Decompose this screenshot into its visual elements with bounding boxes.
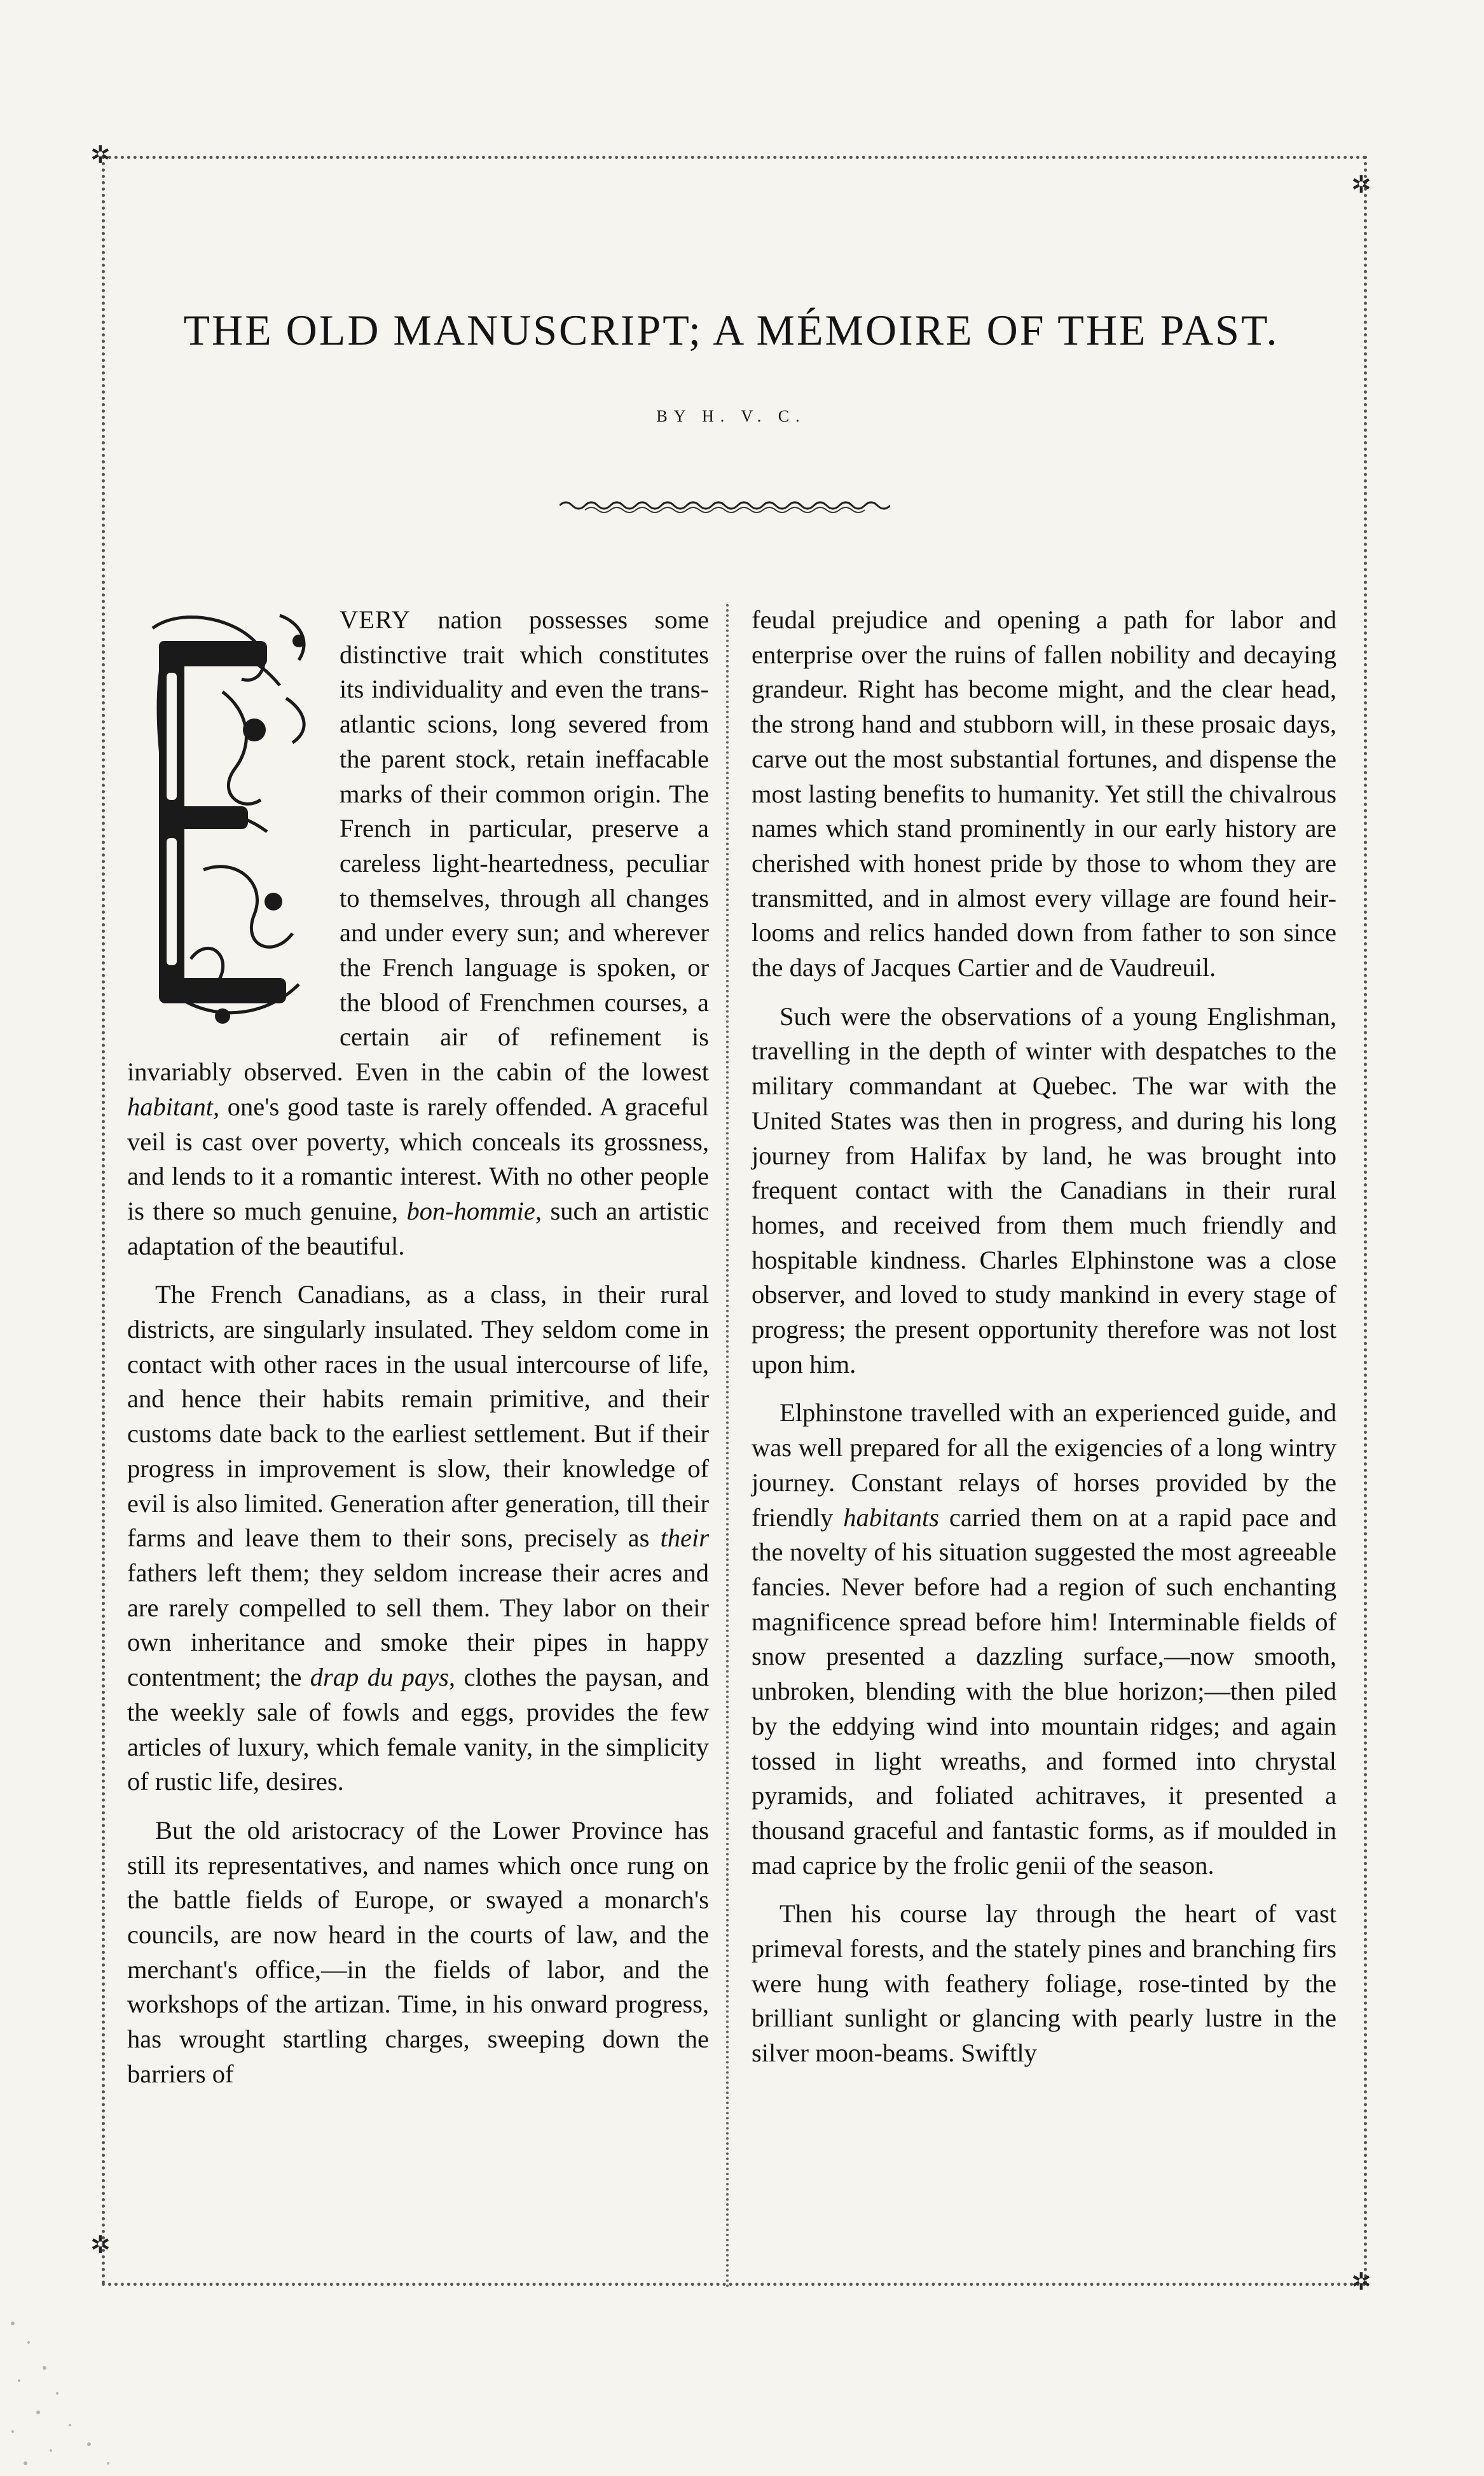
text-run: one's good taste is rarely offended. A graceful veil is cast over poverty, which conceals its grossness, and lends to it a romantic interest. With no other people is there so much genuine, bbox=[127, 1092, 709, 1225]
text-run: clothes the paysan, and the weekly sale of fowls and eggs, provides the few articles of luxury, which female vanity, in the simplicity of rustic life, desires. bbox=[127, 1663, 709, 1796]
corner-ornament-icon: ✲ bbox=[90, 142, 111, 169]
italic-text: drap du pays, bbox=[310, 1663, 456, 1692]
text-run: nation possesses some distinctive trait which constitutes its individuality and even the trans-atlantic scions, long severed from the parent stock, retain ineffacable marks of their common origin. The French in particular, preserve a careless light-heartedness, peculiar to themselves, through all changes and under every sun; and wherever the French language is spoken, or the blood of Frenchmen courses, a certain air of refinement is invariably observed. Even in the cabin of the lowest bbox=[127, 605, 709, 1087]
paragraph bbox=[127, 1277, 709, 1799]
corner-ornament-icon: ✲ bbox=[90, 2232, 111, 2259]
italic-text: habitants bbox=[843, 1503, 939, 1532]
ornate-letter-e-icon bbox=[127, 603, 331, 1048]
article-title: THE OLD MANUSCRIPT; A MÉMOIRE OF THE PAST. bbox=[183, 306, 1279, 354]
text-run: carried them on at a rapid pace and the novelty of his situation suggested the most agreeable fancies. Never before had a region of such enchanting magnificence spread before him! Interminable fields of snow presented a dazzling surface,—now smooth, unbroken, blending with the blue horizon;—then piled by the eddying wind into mountain ridges; and again tossed in light wreaths, and formed into chrystal pyramids, and foliated achitraves, it presented a thousand graceful and fantastic forms, as if moulded in mad caprice by the frolic genii of the season. bbox=[752, 1503, 1336, 1880]
text-run: fathers left them; they seldom increase their acres and are rarely compelled to sell them. They labor on their own inheritance and smoke their pipes in happy contentment; the bbox=[127, 1558, 709, 1692]
text-run: The French Canadians, as a class, in their rural districts, are singularly insulated. They seldom come in contact with other races in the usual intercourse of life, and hence their habits remain primitive, and their customs date back to the earliest settlement. But if their progress in improvement is slow, their knowledge of evil is also limited. Generation after generation, till their farms and leave them to their sons, precisely as bbox=[127, 1280, 709, 1553]
italic-text: their bbox=[660, 1523, 709, 1553]
italic-text: bon-hommie, bbox=[406, 1196, 542, 1225]
paragraph bbox=[752, 1396, 1336, 1883]
left-column bbox=[127, 603, 709, 2106]
italic-text: habitant, bbox=[127, 1092, 220, 1121]
scan-artifact bbox=[0, 2285, 165, 2476]
paragraph: feudal prejudice and opening a path for labor and enterprise over the ruins of fallen nobility and decaying grandeur. Right has become might, and the clear head, the strong hand and stubborn will, in these prosaic days, carve out the most substantial fortunes, and dispense the most lasting benefits to humanity. Yet still the chivalrous names which stand prominently in our early history are cherished with honest pride by those to whom they are transmitted, and in almost every village are found heir-looms and relics handed down from father to son since the days of Jacques Cartier and de Vaudreuil. bbox=[752, 605, 1336, 982]
paragraph: Then his course lay through the heart of vast primeval forests, and the stately pines and branching firs were hung with feathery foliage, rose-tinted by the brilliant sunlight or glancing with pearly lustre in the silver moon-beams. Swiftly bbox=[752, 1899, 1336, 2068]
text-run: such an artistic adaptation of the beautiful. bbox=[127, 1196, 709, 1260]
paragraph: Such were the observations of a young Englishman, travelling in the depth of winter with despatches to the military commandant at Quebec. The war with the United States was then in progress, and during his long journey from Halifax by land, he was brought into frequent contact with the Canadians in their rural homes, and received from them much friendly and hospitable kindness. Charles Elphinstone was a close observer, and loved to study mankind in every stage of progress; the present opportunity therefore was not lost upon him. bbox=[752, 1001, 1336, 1379]
text-run: Elphinstone travelled with an experienced guide, and was well prepared for all the exigencies of a long wintry journey. Constant relays of horses provided by the friendly bbox=[752, 1398, 1336, 1532]
corner-ornament-icon: ✲ bbox=[1351, 2269, 1371, 2295]
wavy-rule-icon bbox=[560, 496, 890, 515]
right-column bbox=[752, 603, 1336, 2085]
corner-ornament-icon: ✲ bbox=[1351, 172, 1371, 198]
column-divider bbox=[726, 604, 734, 2289]
lead-word: VERY bbox=[340, 605, 411, 634]
article-byline: BY H. V. C. bbox=[656, 407, 806, 425]
paragraph: But the old aristocracy of the Lower Province has still its representatives, and names which once rung on the battle fields of Europe, or swayed a monarch's councils, are now heard in the courts of law, and the merchant's office,—in the fields of labor, and the workshops of the artizan. Time, in his onward progress, has wrought startling charges, sweeping down the barriers of bbox=[127, 1815, 709, 2088]
